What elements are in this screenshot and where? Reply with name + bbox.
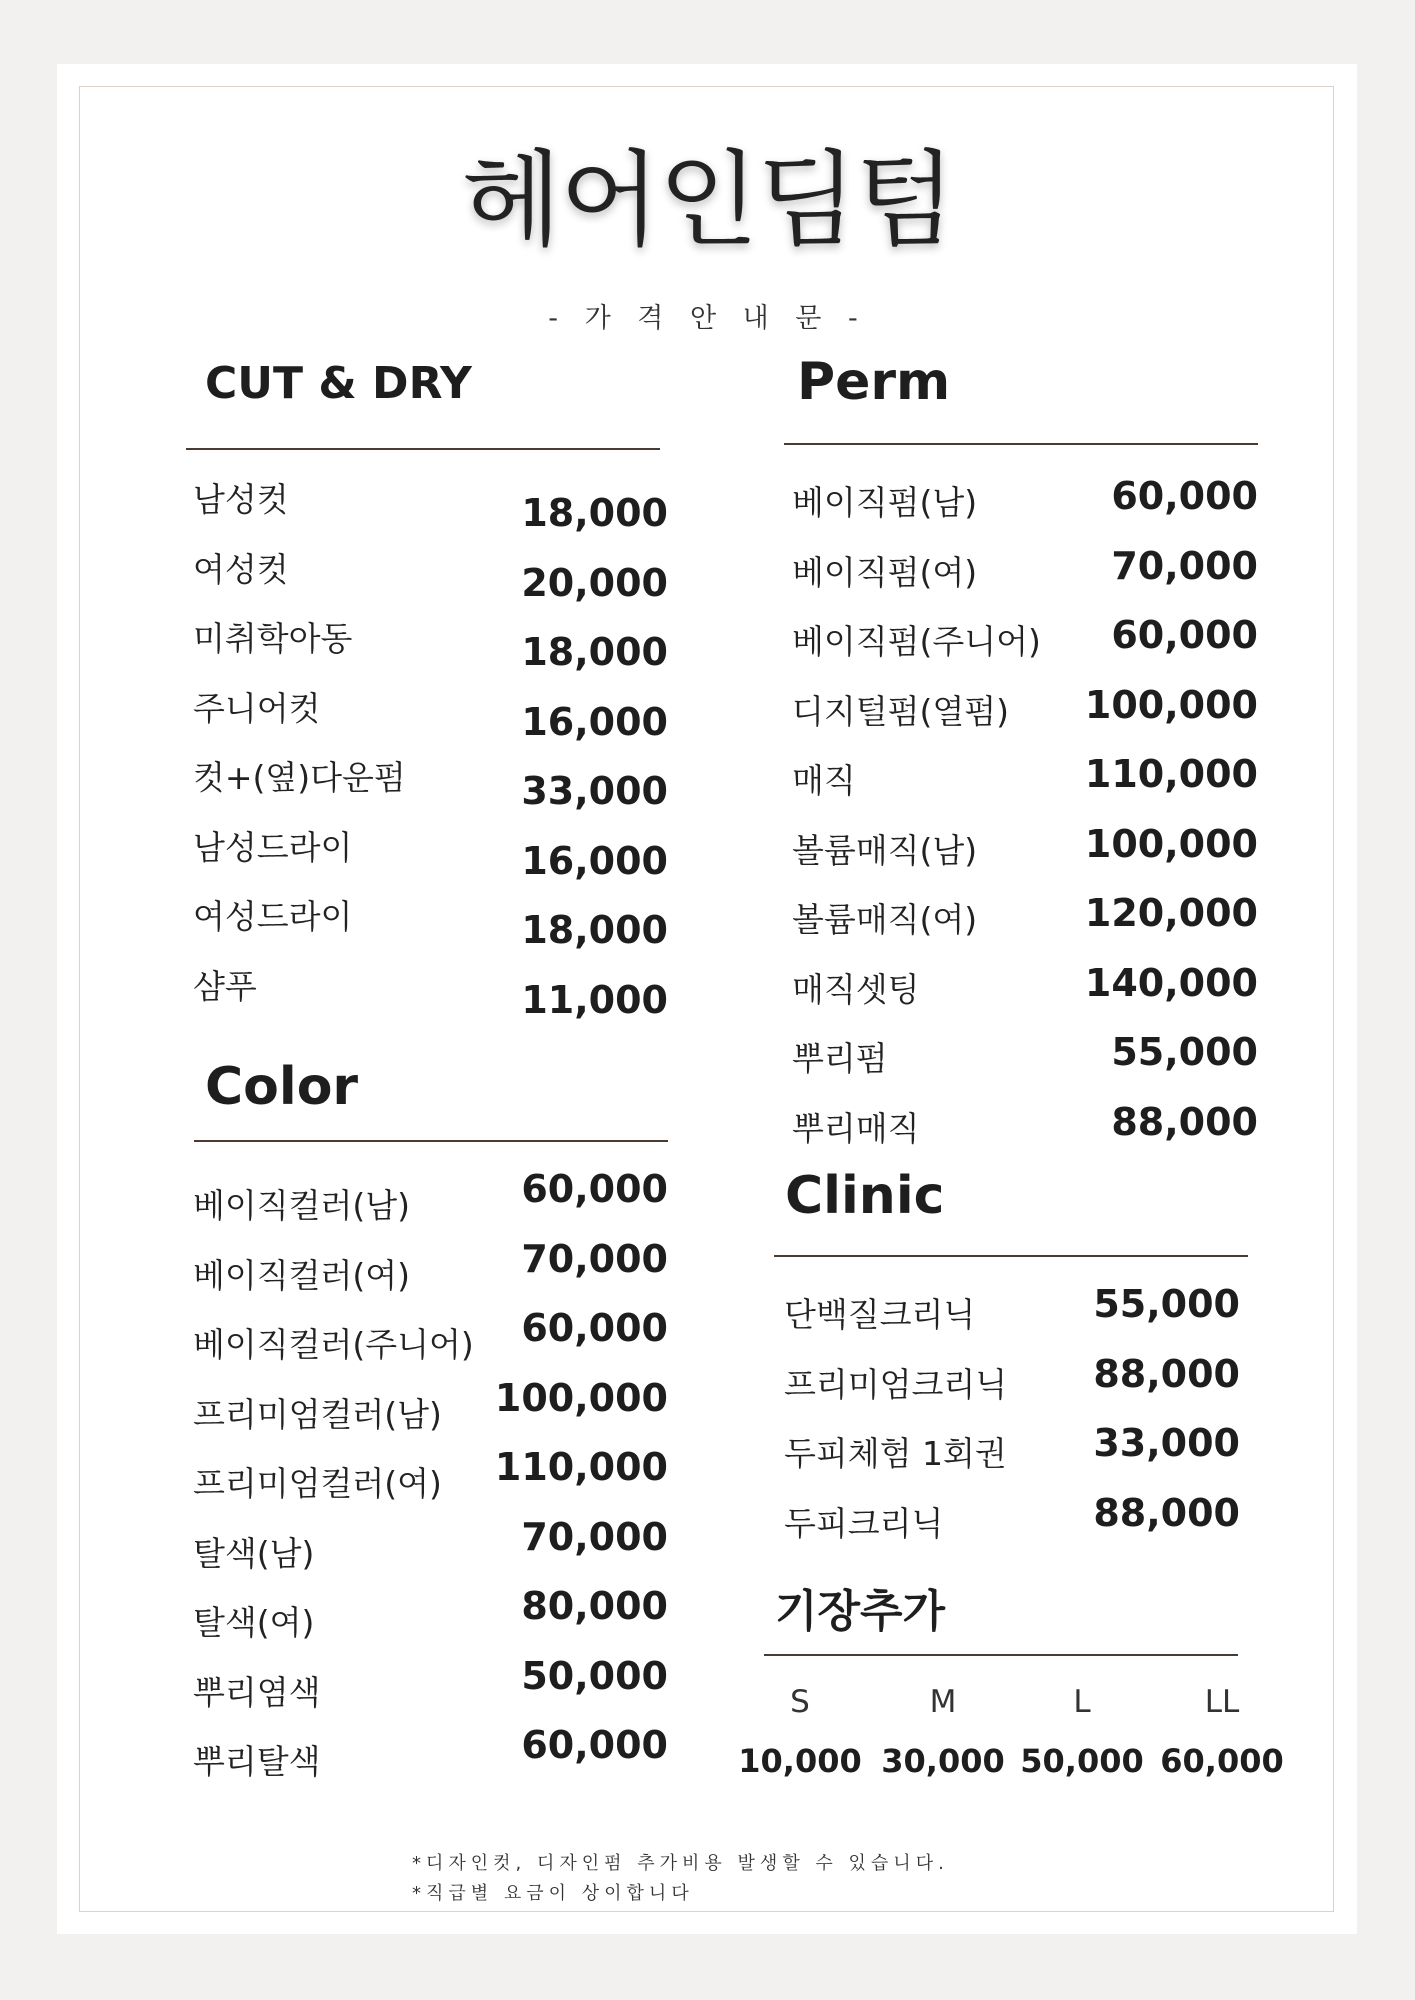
menu-item-price: 80,000	[521, 1584, 668, 1628]
menu-item-name: 남성드라이	[193, 827, 353, 867]
menu-item-price: 100,000	[1084, 682, 1258, 727]
menu-item-name: 여성컷	[193, 549, 289, 589]
menu-item-price: 50,000	[521, 1653, 668, 1698]
section-title-color: Color	[205, 1057, 359, 1117]
menu-item-name: 주니어컷	[193, 688, 321, 728]
menu-item-name: 디지털펌(열펌)	[792, 691, 1010, 731]
menu-item-name: 볼륨매직(남)	[792, 830, 978, 870]
size-label: S	[790, 1684, 810, 1720]
size-price: 30,000	[881, 1742, 1005, 1780]
menu-item-name: 두피크리닉	[784, 1503, 944, 1543]
menu-item-name: 베이직컬러(여)	[193, 1255, 411, 1295]
menu-item-name: 여성드라이	[193, 897, 353, 936]
menu-item-price: 18,000	[521, 491, 668, 535]
size-label: LL	[1204, 1684, 1240, 1720]
page-subtitle: - 가 격 안 내 문 -	[548, 303, 867, 334]
size-price: 50,000	[1020, 1742, 1144, 1780]
menu-item-name: 미취학아동	[193, 619, 353, 658]
section-divider	[774, 1255, 1248, 1257]
size-label: M	[929, 1684, 957, 1720]
menu-item-name: 베이직컬러(주니어)	[193, 1325, 474, 1364]
section-title-perm: Perm	[797, 352, 951, 412]
footnote-rank: *직급별 요금이 상이합니다	[412, 1883, 694, 1904]
menu-item-price: 70,000	[1111, 543, 1258, 588]
menu-item-name: 뿌리탈색	[193, 1742, 321, 1781]
section-title-length: 기장추가	[775, 1586, 946, 1637]
menu-item-name: 베이직펌(남)	[792, 483, 978, 522]
menu-item-name: 뿌리매직	[792, 1108, 920, 1148]
menu-item-price: 55,000	[1093, 1282, 1240, 1326]
menu-item-price: 140,000	[1084, 960, 1258, 1005]
menu-item-name: 매직	[792, 761, 856, 800]
menu-item-price: 60,000	[521, 1723, 668, 1767]
menu-item-name: 탈색(남)	[193, 1533, 315, 1573]
menu-item-price: 60,000	[521, 1306, 668, 1350]
menu-item-price: 20,000	[521, 560, 668, 605]
menu-item-price: 70,000	[521, 1236, 668, 1281]
menu-item-name: 남성컷	[193, 480, 289, 519]
menu-item-name: 두피체험 1회권	[784, 1434, 1007, 1473]
menu-item-name: 프리미엄컬러(여)	[193, 1464, 442, 1503]
salon-name: 헤어인딤텀	[461, 139, 954, 261]
menu-item-price: 33,000	[1093, 1421, 1240, 1465]
menu-item-name: 단백질크리닉	[784, 1295, 976, 1334]
footnote-design: *디자인컷, 디자인펌 추가비용 발생할 수 있습니다.	[412, 1853, 949, 1874]
menu-item-price: 60,000	[521, 1167, 668, 1211]
menu-item-price: 110,000	[1084, 752, 1258, 796]
menu-item-name: 샴푸	[193, 966, 257, 1006]
menu-item-name: 프리미엄컬러(남)	[193, 1394, 442, 1434]
menu-item-price: 16,000	[521, 699, 668, 744]
menu-item-price: 100,000	[1084, 821, 1258, 866]
menu-item-price: 18,000	[521, 630, 668, 674]
menu-item-price: 100,000	[494, 1375, 668, 1420]
menu-item-price: 120,000	[1084, 891, 1258, 935]
menu-item-price: 88,000	[1093, 1351, 1240, 1396]
size-price: 60,000	[1160, 1742, 1284, 1780]
size-price: 10,000	[738, 1742, 862, 1780]
menu-item-name: 뿌리펌	[792, 1039, 888, 1078]
menu-item-price: 16,000	[521, 838, 668, 883]
section-title-cut-dry: CUT & DRY	[205, 358, 472, 409]
menu-item-name: 베이직컬러(남)	[193, 1186, 411, 1225]
section-divider	[784, 443, 1258, 445]
menu-item-price: 11,000	[521, 977, 668, 1022]
menu-item-price: 110,000	[494, 1445, 668, 1489]
menu-item-price: 70,000	[521, 1514, 668, 1559]
size-label: L	[1073, 1684, 1091, 1720]
section-divider	[764, 1654, 1238, 1656]
menu-item-name: 컷+(옆)다운펌	[193, 758, 406, 797]
menu-item-name: 뿌리염색	[193, 1672, 321, 1712]
menu-item-price: 55,000	[1111, 1030, 1258, 1074]
menu-item-price: 88,000	[1093, 1490, 1240, 1535]
menu-item-name: 볼륨매직(여)	[792, 900, 978, 939]
menu-item-price: 60,000	[1111, 474, 1258, 518]
menu-item-name: 매직셋팅	[792, 969, 920, 1009]
menu-item-name: 프리미엄크리닉	[784, 1364, 1008, 1404]
section-divider	[186, 448, 660, 450]
menu-item-price: 60,000	[1111, 613, 1258, 657]
section-divider	[194, 1140, 668, 1142]
menu-item-price: 33,000	[521, 769, 668, 813]
menu-item-name: 베이직펌(주니어)	[792, 622, 1041, 661]
menu-item-price: 18,000	[521, 908, 668, 952]
section-title-clinic: Clinic	[785, 1166, 945, 1226]
menu-item-name: 베이직펌(여)	[792, 552, 978, 592]
menu-item-price: 88,000	[1111, 1099, 1258, 1144]
menu-item-name: 탈색(여)	[193, 1603, 315, 1642]
